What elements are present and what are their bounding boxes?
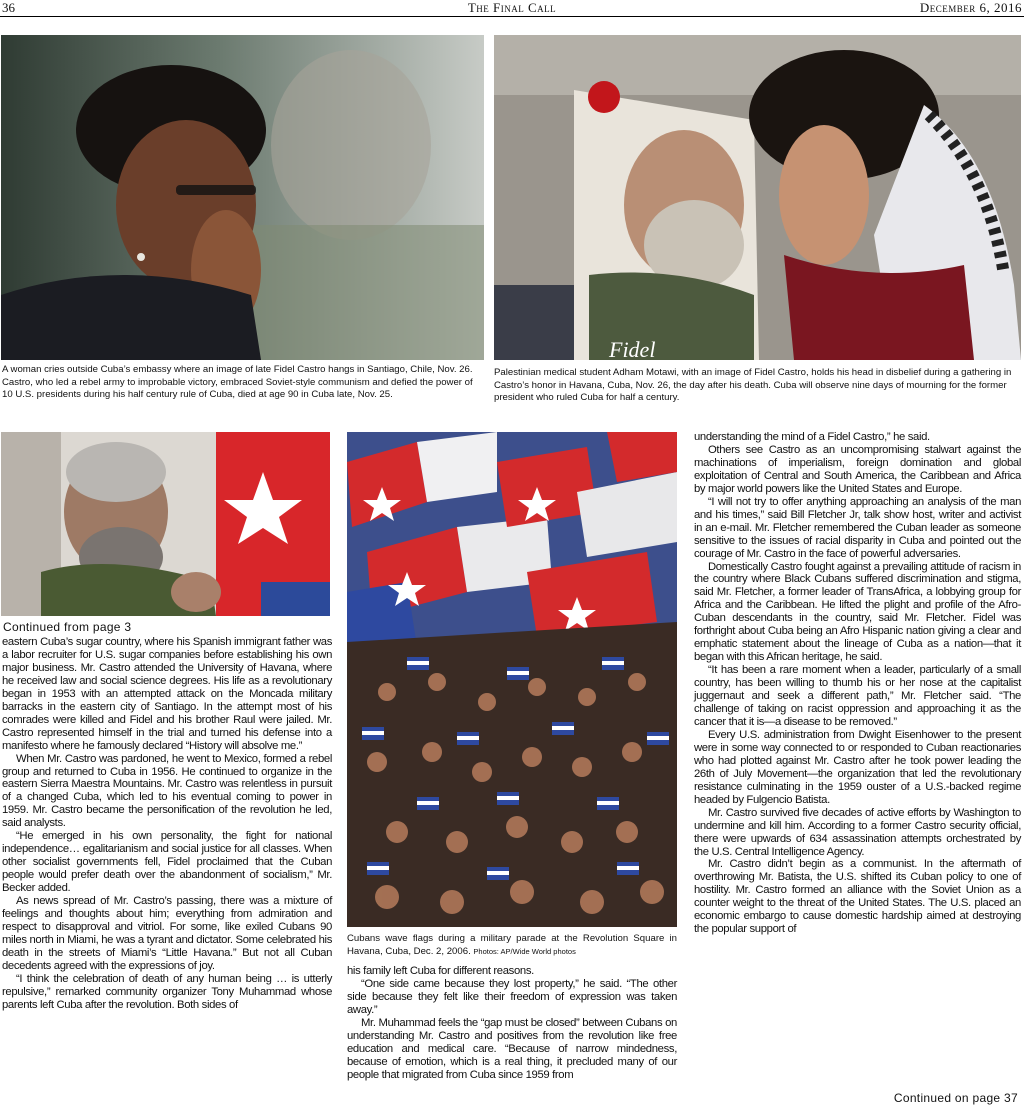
- photo-woman-crying: [1, 35, 484, 360]
- paragraph: “It has been a rare moment when a leader, particularly of a small country, has been willing to thumb his or her nose at the capitalist juggernaut and seek a different path,” Mr. Fletcher said. “The challenge of taking on racist oppression and approaching it as the cancer that it is—a disease to be removed.”: [694, 664, 1021, 728]
- photo-flags-parade: [347, 432, 677, 927]
- paragraph: understanding the mind of a Fidel Castro,” he said.: [694, 431, 930, 443]
- paragraph: Domestically Castro fought against a prevailing attitude of racism in the country where Black Cubans suffered discrimination and stigma, said Mr. Fletcher, a former leader of TransAfrica, a lobbying group for Africa and the Caribbean. He lifted the plight and profile of the Afro-Cuban descendants in the country, said Mr. Fletcher. Fidel was forthright about Cuba being an Afro Hispanic nation giving a clear and emphatic statement about the lineage of Cuba as a nation—that it began with this African heritage, he said.: [694, 560, 1021, 664]
- caption-flags-text: Cubans wave flags during a military parade at the Revolution Square in Havana, Cuba, Dec. 2, 2006.: [347, 933, 677, 957]
- paragraph: Others see Castro as an uncompromising stalwart against the machinations of imperialism, foreign domination and global exploitation of Central and South America, the Caribbean and Africa by major world powers like the United States and Europe.: [694, 443, 1021, 495]
- paragraph: “He emerged in his own personality, the fight for national independence… egalitarianism and social justice for all classes. When other socialist governments fell, Fidel proclaimed that the Cuban people would prefer death over the abandonment of socialism,” Mr. Becker added.: [2, 830, 332, 895]
- paragraph: Mr. Muhammad feels the “gap must be closed” between Cubans on understanding Mr. Castro and positives from the revolution like free education and medical care. “Because of narrow mindedness, because of emotion, which is a real thing, it precluded many of our people that migrated from Cuba since 1959 from: [347, 1016, 677, 1081]
- caption-flags: [347, 933, 677, 958]
- article-column-2: [347, 965, 677, 1082]
- paragraph: Mr. Castro didn’t begin as a communist. In the aftermath of overthrowing Mr. Batista, the U.S. shifted its Cuban policy to one of hostility. Mr. Castro formed an alliance with the Soviet Union as a counter weight to the threat of the United States. The U.S. placed an economic embargo to cause domestic hardship aimed at destroying the popular support of: [694, 858, 1021, 936]
- article-column-1: [2, 636, 332, 1012]
- photo-credit: Photos: AP/Wide World photos: [473, 946, 576, 956]
- publication-name: The Final Call: [467, 0, 557, 15]
- continued-on-label: Continued on page 37: [893, 1091, 1018, 1105]
- caption-student: Palestinian medical student Adham Motawi, with an image of Fidel Castro, holds his head in disbelief during a gathering in Castro’s honor in Havana, Cuba, Nov. 26, the day after his death. Cuba will observe nine days of mourning for the former president who ruled Cuba for half a century.: [494, 367, 1012, 404]
- paragraph: As news spread of Mr. Castro’s passing, there was a mixture of feelings and thoughts about him; everything from admiration and respect to disapproval and vitriol. For some, like exiled Cubans 90 miles north in Miami, he was a tyrant and dictator. Some celebrated his death in the streets of Miami’s “Little Havana.” But not all Cuban decedents agreed with the expressions of joy.: [2, 895, 332, 972]
- paragraph: “I think the celebration of death of any human being … is utterly repulsive,” remarked community organizer Tony Muhammad whose parents left Cuba after the revolution. Both sides of: [2, 972, 332, 1011]
- paragraph: “One side came because they lost property,” he said. “The other side because they felt like their freedom of expression was taken away.”: [347, 977, 677, 1016]
- paragraph: eastern Cuba’s sugar country, where his Spanish immigrant father was a labor recruiter for U.S. sugar companies before establishing his own major business. Mr. Castro attended the University of Havana, where he received law and social science degrees. His life as a revolutionary began in 1953 with an attempted attack on the Moncada military barracks in the eastern city of Santiago. In the attempt most of his comrades were killed and Fidel and his brother Raul were jailed. Mr. Castro represented himself in the trial and turned his defense into a manifesto where he famously declared “History will absolve me.”: [2, 636, 332, 752]
- poster-text: Fidel: [609, 337, 656, 360]
- paragraph: Every U.S. administration from Dwight Eisenhower to the present were in some way connected to or responded to Cuban reactionaries who had plotted against Mr. Castro after he took power leading the 26th of July Movement—the organization that led the revolutionary resistance culminating in the 1959 ouster of a U.S.-backed regime headed by Fulgencio Batista.: [694, 728, 1021, 806]
- paragraph: Mr. Castro survived five decades of active efforts by Washington to undermine and kill him. According to a former Castro security official, there were upwards of 634 assassination attempts orchestrated by the U.S. Central Intelligence Agency.: [694, 806, 1021, 858]
- paragraph: When Mr. Castro was pardoned, he went to Mexico, formed a rebel group and returned to Cuba in 1956. He continued to organize in the eastern Sierra Maestra Mountains. Mr. Castro was relentless in pursuit of a changed Cuba, which led to his eventual coming to power in 1959. Mr. Castro became the personification of the revolution he led, said analysts.: [2, 752, 332, 830]
- caption-woman: A woman cries outside Cuba’s embassy where an image of late Fidel Castro hangs in Santiago, Chile, Nov. 26. Castro, who led a rebel army to improbable victory, embraced Soviet-style communism and defied the power of 10 U.S. presidents during his half century rule of Cuba, died at age 90 in Cuba late, Nov. 25.: [2, 364, 473, 401]
- page-number: 36: [2, 0, 15, 15]
- continued-from-label: Continued from page 3: [3, 620, 132, 634]
- paragraph: “I will not try to offer anything approaching an analysis of the man and his times,” said Bill Fletcher Jr, talk show host, writer and activist in an e-mail. Mr. Fletcher remembered the Cuban leader as someone sensitive to the issues of racial disparity in Cuba and pointed out the courage of Mr. Castro in the face of powerful adversaries.: [694, 495, 1021, 560]
- paragraph: his family left Cuba for different reasons.: [347, 965, 534, 977]
- issue-date: December 6, 2016: [919, 0, 1022, 15]
- article-column-3: [694, 431, 1021, 936]
- photo-student-with-poster: [494, 35, 1021, 360]
- page-header: [0, 0, 1024, 17]
- photo-castro-portrait: [1, 432, 330, 616]
